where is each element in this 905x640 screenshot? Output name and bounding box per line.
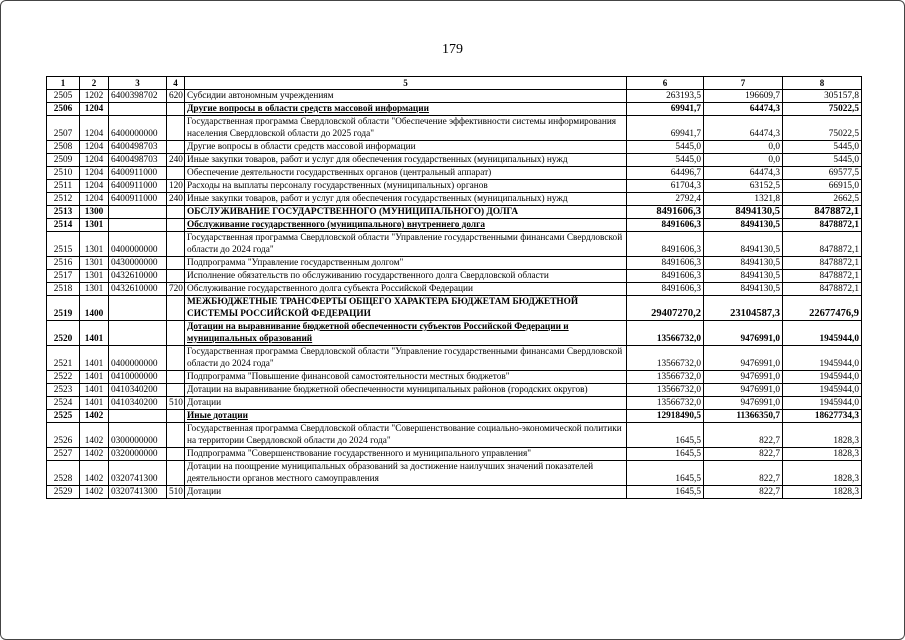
- item-name-cell: Дотации на поощрение муниципальных образований за достижение наилучших значений показателей деятельности органов местного самоуправления: [185, 461, 627, 486]
- amount-col8-cell: 8478872,1: [783, 283, 862, 296]
- target-code-cell: [109, 296, 167, 321]
- expense-type-cell: 720: [167, 283, 185, 296]
- item-name-cell: Иные дотации: [185, 410, 627, 423]
- amount-col6-cell: 8491606,3: [627, 283, 704, 296]
- row-number-cell: 2522: [47, 371, 80, 384]
- expense-type-cell: [167, 232, 185, 257]
- target-code-cell: 0432610000: [109, 270, 167, 283]
- expense-type-cell: 620: [167, 90, 185, 103]
- row-number-cell: 2526: [47, 423, 80, 448]
- row-number-cell: 2518: [47, 283, 80, 296]
- row-number-cell: 2517: [47, 270, 80, 283]
- col-header: 8: [783, 77, 862, 90]
- item-name-cell: Государственная программа Свердловской области "Управление государственными финансами Свердловской области до 2024 года": [185, 346, 627, 371]
- target-code-cell: 6400498703: [109, 141, 167, 154]
- amount-col7-cell: 822,7: [704, 486, 783, 499]
- amount-col7-cell: 0,0: [704, 154, 783, 167]
- target-code-cell: 6400498703: [109, 154, 167, 167]
- table-row: [47, 180, 862, 193]
- amount-col8-cell: 5445,0: [783, 154, 862, 167]
- expense-type-cell: [167, 423, 185, 448]
- section-code-cell: 1301: [80, 257, 109, 270]
- page-number: 179: [442, 42, 463, 57]
- target-code-cell: [109, 103, 167, 116]
- amount-col6-cell: 69941,7: [627, 103, 704, 116]
- table-row: [47, 270, 862, 283]
- expense-type-cell: [167, 384, 185, 397]
- item-name-cell: ОБСЛУЖИВАНИЕ ГОСУДАРСТВЕННОГО (МУНИЦИПАЛЬНОГО) ДОЛГА: [185, 206, 627, 219]
- row-number-cell: 2529: [47, 486, 80, 499]
- item-name-cell: Другие вопросы в области средств массовой информации: [185, 103, 627, 116]
- expense-type-cell: 120: [167, 180, 185, 193]
- section-code-cell: 1202: [80, 90, 109, 103]
- amount-col7-cell: 23104587,3: [704, 296, 783, 321]
- amount-col8-cell: 22677476,9: [783, 296, 862, 321]
- amount-col7-cell: 1321,8: [704, 193, 783, 206]
- item-name-cell: Подпрограмма "Повышение финансовой самостоятельности местных бюджетов": [185, 371, 627, 384]
- table-row: [47, 397, 862, 410]
- expense-type-cell: [167, 219, 185, 232]
- section-code-cell: 1204: [80, 116, 109, 141]
- target-code-cell: 0300000000: [109, 423, 167, 448]
- target-code-cell: 6400911000: [109, 180, 167, 193]
- section-code-cell: 1402: [80, 410, 109, 423]
- amount-col8-cell: 8478872,1: [783, 270, 862, 283]
- amount-col8-cell: 1828,3: [783, 486, 862, 499]
- amount-col6-cell: 13566732,0: [627, 384, 704, 397]
- amount-col8-cell: 2662,5: [783, 193, 862, 206]
- item-name-cell: Дотации: [185, 486, 627, 499]
- table-row: [47, 219, 862, 232]
- item-name-cell: Иные закупки товаров, работ и услуг для обеспечения государственных (муниципальных) нужд: [185, 154, 627, 167]
- section-code-cell: 1204: [80, 180, 109, 193]
- target-code-cell: 0320000000: [109, 448, 167, 461]
- amount-col8-cell: 8478872,1: [783, 206, 862, 219]
- table-row: [47, 206, 862, 219]
- amount-col7-cell: 8494130,5: [704, 283, 783, 296]
- amount-col6-cell: 8491606,3: [627, 219, 704, 232]
- item-name-cell: Государственная программа Свердловской области "Управление государственными финансами Свердловской области до 2024 года": [185, 232, 627, 257]
- amount-col8-cell: 1945944,0: [783, 346, 862, 371]
- amount-col7-cell: 9476991,0: [704, 321, 783, 346]
- expense-type-cell: 240: [167, 193, 185, 206]
- section-code-cell: 1402: [80, 461, 109, 486]
- amount-col8-cell: 66915,0: [783, 180, 862, 193]
- amount-col6-cell: 8491606,3: [627, 257, 704, 270]
- amount-col7-cell: 822,7: [704, 423, 783, 448]
- section-code-cell: 1204: [80, 141, 109, 154]
- table-row: [47, 410, 862, 423]
- row-number-cell: 2512: [47, 193, 80, 206]
- target-code-cell: 6400911000: [109, 167, 167, 180]
- amount-col8-cell: 8478872,1: [783, 232, 862, 257]
- amount-col7-cell: 8494130,5: [704, 206, 783, 219]
- row-number-cell: 2521: [47, 346, 80, 371]
- expense-type-cell: [167, 461, 185, 486]
- target-code-cell: 6400398702: [109, 90, 167, 103]
- item-name-cell: Исполнение обязательств по обслуживанию государственного долга Свердловской области: [185, 270, 627, 283]
- table-row: [47, 423, 862, 448]
- section-code-cell: 1402: [80, 448, 109, 461]
- section-code-cell: 1300: [80, 206, 109, 219]
- section-code-cell: 1301: [80, 283, 109, 296]
- amount-col8-cell: 1945944,0: [783, 384, 862, 397]
- table-row: [47, 232, 862, 257]
- expense-type-cell: 510: [167, 486, 185, 499]
- row-number-cell: 2520: [47, 321, 80, 346]
- amount-col8-cell: 18627734,3: [783, 410, 862, 423]
- table-row: [47, 141, 862, 154]
- amount-col6-cell: 8491606,3: [627, 270, 704, 283]
- row-number-cell: 2513: [47, 206, 80, 219]
- amount-col6-cell: 12918490,5: [627, 410, 704, 423]
- expense-type-cell: [167, 346, 185, 371]
- table-row: [47, 346, 862, 371]
- item-name-cell: Дотации на выравнивание бюджетной обеспеченности муниципальных районов (городских округов): [185, 384, 627, 397]
- target-code-cell: 0410340200: [109, 384, 167, 397]
- amount-col7-cell: 8494130,5: [704, 257, 783, 270]
- table-row: [47, 167, 862, 180]
- row-number-cell: 2516: [47, 257, 80, 270]
- table-row: [47, 90, 862, 103]
- amount-col8-cell: 5445,0: [783, 141, 862, 154]
- table-row: [47, 103, 862, 116]
- amount-col6-cell: 13566732,0: [627, 397, 704, 410]
- section-code-cell: 1204: [80, 103, 109, 116]
- amount-col6-cell: 263193,5: [627, 90, 704, 103]
- amount-col7-cell: 11366350,7: [704, 410, 783, 423]
- item-name-cell: Другие вопросы в области средств массовой информации: [185, 141, 627, 154]
- row-number-cell: 2515: [47, 232, 80, 257]
- table-row: [47, 321, 862, 346]
- target-code-cell: [109, 410, 167, 423]
- amount-col8-cell: 75022,5: [783, 116, 862, 141]
- expense-type-cell: [167, 371, 185, 384]
- amount-col7-cell: 8494130,5: [704, 232, 783, 257]
- target-code-cell: 0400000000: [109, 232, 167, 257]
- target-code-cell: [109, 206, 167, 219]
- row-number-cell: 2523: [47, 384, 80, 397]
- table-row: [47, 296, 862, 321]
- amount-col7-cell: 196609,7: [704, 90, 783, 103]
- amount-col7-cell: 822,7: [704, 448, 783, 461]
- item-name-cell: Обслуживание государственного (муниципального) внутреннего долга: [185, 219, 627, 232]
- table-row: [47, 384, 862, 397]
- amount-col7-cell: 64474,3: [704, 167, 783, 180]
- amount-col7-cell: 822,7: [704, 461, 783, 486]
- target-code-cell: 6400000000: [109, 116, 167, 141]
- item-name-cell: Дотации: [185, 397, 627, 410]
- amount-col6-cell: 29407270,2: [627, 296, 704, 321]
- item-name-cell: Расходы на выплаты персоналу государственных (муниципальных) органов: [185, 180, 627, 193]
- target-code-cell: 0320741300: [109, 461, 167, 486]
- section-code-cell: 1301: [80, 270, 109, 283]
- expense-type-cell: [167, 257, 185, 270]
- target-code-cell: 0410000000: [109, 371, 167, 384]
- row-number-cell: 2524: [47, 397, 80, 410]
- amount-col6-cell: 5445,0: [627, 141, 704, 154]
- item-name-cell: МЕЖБЮДЖЕТНЫЕ ТРАНСФЕРТЫ ОБЩЕГО ХАРАКТЕРА БЮДЖЕТАМ БЮДЖЕТНОЙ СИСТЕМЫ РОССИЙСКОЙ ФЕДЕРАЦИИ: [185, 296, 627, 321]
- amount-col7-cell: 9476991,0: [704, 371, 783, 384]
- section-code-cell: 1301: [80, 232, 109, 257]
- item-name-cell: Дотации на выравнивание бюджетной обеспеченности субъектов Российской Федерации и муниципальных образований: [185, 321, 627, 346]
- target-code-cell: 0432610000: [109, 283, 167, 296]
- amount-col7-cell: 0,0: [704, 141, 783, 154]
- amount-col8-cell: 1828,3: [783, 448, 862, 461]
- target-code-cell: 6400911000: [109, 193, 167, 206]
- amount-col8-cell: 1945944,0: [783, 397, 862, 410]
- col-header: 6: [627, 77, 704, 90]
- amount-col7-cell: 9476991,0: [704, 397, 783, 410]
- table-row: [47, 448, 862, 461]
- table-row: [47, 193, 862, 206]
- row-number-cell: 2506: [47, 103, 80, 116]
- amount-col7-cell: 8494130,5: [704, 219, 783, 232]
- section-code-cell: 1401: [80, 346, 109, 371]
- item-name-cell: Подпрограмма "Совершенствование государственного и муниципального управления": [185, 448, 627, 461]
- amount-col6-cell: 13566732,0: [627, 321, 704, 346]
- amount-col7-cell: 9476991,0: [704, 346, 783, 371]
- section-code-cell: 1401: [80, 397, 109, 410]
- section-code-cell: 1401: [80, 384, 109, 397]
- amount-col8-cell: 1945944,0: [783, 321, 862, 346]
- target-code-cell: 0410340200: [109, 397, 167, 410]
- section-code-cell: 1400: [80, 296, 109, 321]
- table-row: [47, 486, 862, 499]
- row-number-cell: 2514: [47, 219, 80, 232]
- col-header: 5: [185, 77, 627, 90]
- amount-col8-cell: 1945944,0: [783, 371, 862, 384]
- item-name-cell: Государственная программа Свердловской области "Обеспечение эффективности системы информирования населения Свердловской области до 2025 года": [185, 116, 627, 141]
- row-number-cell: 2528: [47, 461, 80, 486]
- row-number-cell: 2508: [47, 141, 80, 154]
- budget-table: [46, 76, 862, 499]
- section-code-cell: 1401: [80, 321, 109, 346]
- table-row: [47, 257, 862, 270]
- amount-col6-cell: 69941,7: [627, 116, 704, 141]
- target-code-cell: 0320741300: [109, 486, 167, 499]
- target-code-cell: [109, 321, 167, 346]
- amount-col6-cell: 8491606,3: [627, 232, 704, 257]
- section-code-cell: 1401: [80, 371, 109, 384]
- amount-col6-cell: 13566732,0: [627, 346, 704, 371]
- amount-col8-cell: 1828,3: [783, 461, 862, 486]
- amount-col8-cell: 69577,5: [783, 167, 862, 180]
- amount-col8-cell: 1828,3: [783, 423, 862, 448]
- expense-type-cell: [167, 103, 185, 116]
- row-number-cell: 2505: [47, 90, 80, 103]
- row-number-cell: 2525: [47, 410, 80, 423]
- col-header: 7: [704, 77, 783, 90]
- expense-type-cell: [167, 448, 185, 461]
- section-code-cell: 1402: [80, 486, 109, 499]
- expense-type-cell: [167, 410, 185, 423]
- section-code-cell: 1301: [80, 219, 109, 232]
- row-number-cell: 2519: [47, 296, 80, 321]
- amount-col6-cell: 5445,0: [627, 154, 704, 167]
- amount-col6-cell: 1645,5: [627, 423, 704, 448]
- col-header: 1: [47, 77, 80, 90]
- amount-col7-cell: 8494130,5: [704, 270, 783, 283]
- section-code-cell: 1204: [80, 193, 109, 206]
- item-name-cell: Обслуживание государственного долга субъекта Российской Федерации: [185, 283, 627, 296]
- expense-type-cell: 510: [167, 397, 185, 410]
- table-row: [47, 154, 862, 167]
- col-header: 4: [167, 77, 185, 90]
- col-header: 3: [109, 77, 167, 90]
- item-name-cell: Иные закупки товаров, работ и услуг для обеспечения государственных (муниципальных) нужд: [185, 193, 627, 206]
- table-row: [47, 371, 862, 384]
- table-row: [47, 461, 862, 486]
- col-header: 2: [80, 77, 109, 90]
- expense-type-cell: [167, 206, 185, 219]
- row-number-cell: 2511: [47, 180, 80, 193]
- target-code-cell: 0430000000: [109, 257, 167, 270]
- amount-col6-cell: 1645,5: [627, 448, 704, 461]
- amount-col6-cell: 8491606,3: [627, 206, 704, 219]
- amount-col6-cell: 1645,5: [627, 486, 704, 499]
- item-name-cell: Субсидии автономным учреждениям: [185, 90, 627, 103]
- amount-col6-cell: 13566732,0: [627, 371, 704, 384]
- amount-col7-cell: 63152,5: [704, 180, 783, 193]
- row-number-cell: 2507: [47, 116, 80, 141]
- item-name-cell: Государственная программа Свердловской области "Совершенствование социально-экономической политики на территории Свердловской области до 2024 года": [185, 423, 627, 448]
- amount-col7-cell: 64474,3: [704, 116, 783, 141]
- amount-col8-cell: 8478872,1: [783, 257, 862, 270]
- expense-type-cell: 240: [167, 154, 185, 167]
- item-name-cell: Обеспечение деятельности государственных органов (центральный аппарат): [185, 167, 627, 180]
- expense-type-cell: [167, 141, 185, 154]
- expense-type-cell: [167, 321, 185, 346]
- target-code-cell: 0400000000: [109, 346, 167, 371]
- expense-type-cell: [167, 296, 185, 321]
- amount-col6-cell: 64496,7: [627, 167, 704, 180]
- table-row: [47, 283, 862, 296]
- target-code-cell: [109, 219, 167, 232]
- row-number-cell: 2527: [47, 448, 80, 461]
- amount-col8-cell: 305157,8: [783, 90, 862, 103]
- expense-type-cell: [167, 167, 185, 180]
- amount-col8-cell: 8478872,1: [783, 219, 862, 232]
- section-code-cell: 1402: [80, 423, 109, 448]
- row-number-cell: 2509: [47, 154, 80, 167]
- row-number-cell: 2510: [47, 167, 80, 180]
- expense-type-cell: [167, 270, 185, 283]
- section-code-cell: 1204: [80, 154, 109, 167]
- table-header-row: [47, 77, 862, 90]
- expense-type-cell: [167, 116, 185, 141]
- section-code-cell: 1204: [80, 167, 109, 180]
- amount-col6-cell: 61704,3: [627, 180, 704, 193]
- amount-col6-cell: 2792,4: [627, 193, 704, 206]
- amount-col8-cell: 75022,5: [783, 103, 862, 116]
- amount-col7-cell: 64474,3: [704, 103, 783, 116]
- table-row: [47, 116, 862, 141]
- item-name-cell: Подпрограмма "Управление государственным долгом": [185, 257, 627, 270]
- amount-col6-cell: 1645,5: [627, 461, 704, 486]
- amount-col7-cell: 9476991,0: [704, 384, 783, 397]
